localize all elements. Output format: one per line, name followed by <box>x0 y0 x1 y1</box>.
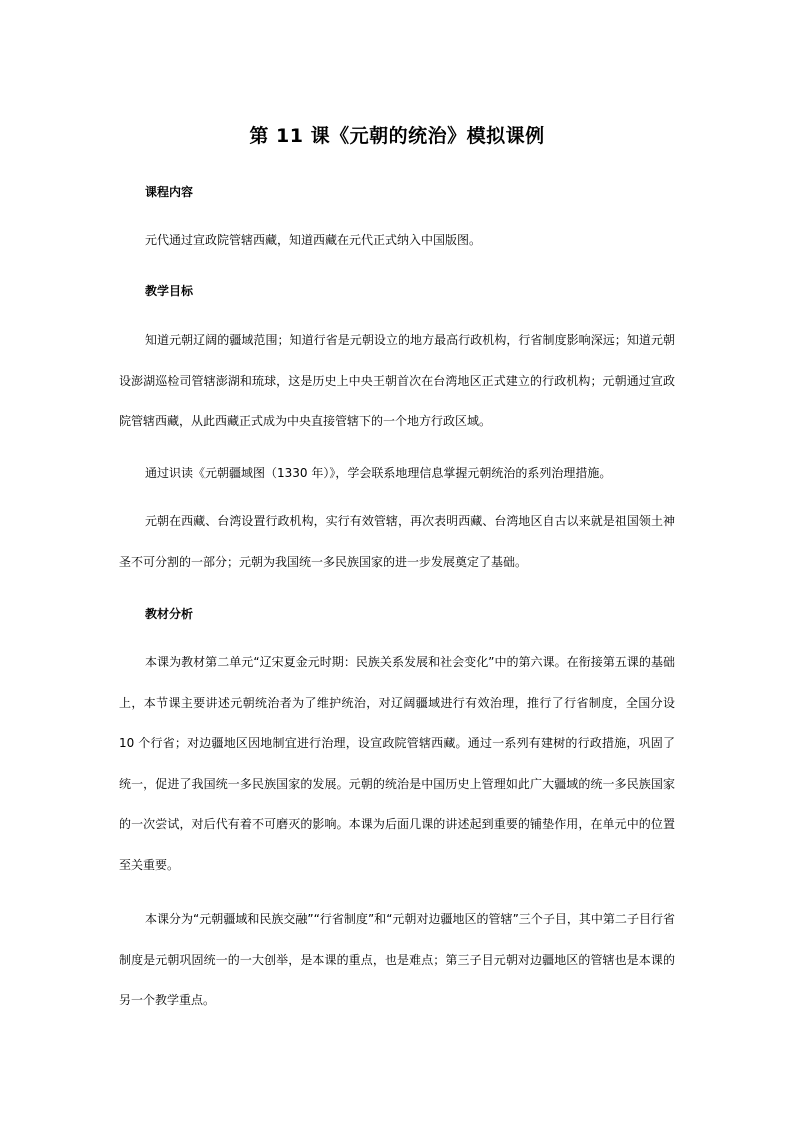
page-title: 第 11 课《元朝的统治》模拟课例 <box>249 125 545 147</box>
paragraph-course-content: 元代通过宣政院管辖西藏，知道西藏在元代正式纳入中国版图。 <box>145 233 482 247</box>
paragraph-teaching-goal-2: 通过识读《元朝疆域图（1330 年）》，学会联系地理信息掌握元朝统治的系列治理措施。 <box>145 466 612 480</box>
heading-course-content: 课程内容 <box>145 185 194 199</box>
heading-teaching-goals: 教学目标 <box>145 284 194 298</box>
paragraph-textbook-analysis-1: 本课为教材第二单元“辽宋夏金元时期：民族关系发展和社会变化”中的第六课。在衔接第五课的基础上，本节课主要讲述元朝统治者为了维护统治，对辽阔疆域进行有效治理，推行了行省制度，全国分设 10 个行省；对边疆地区因地制宜进行治理，设宣政院管辖西藏。通过一系列有建树的行政措施，巩固了统一，促进了我国统一多民族国家的发展。元朝的统治是中国历史上管理如此广大疆域的统一多民族国家的一次尝试，对后代有着不可磨灭的影响。本课为后面几课的讲述起到重要的铺垫作用，在单元中的位置至关重要。 <box>119 655 676 872</box>
paragraph-teaching-goal-1: 知道元朝辽阔的疆域范围；知道行省是元朝设立的地方最高行政机构，行省制度影响深远；知道元朝设澎湖巡检司管辖澎湖和琉球，这是历史上中央王朝首次在台湾地区正式建立的行政机构；元朝通过宣政院管辖西藏，从此西藏正式成为中央直接管辖下的一个地方行政区域。 <box>119 333 675 428</box>
paragraph-teaching-goal-3: 元朝在西藏、台湾设置行政机构，实行有效管辖，再次表明西藏、台湾地区自古以来就是祖国领土神圣不可分割的一部分；元朝为我国统一多民族国家的进一步发展奠定了基础。 <box>119 514 675 569</box>
heading-textbook-analysis: 教材分析 <box>145 607 194 621</box>
paragraph-textbook-analysis-2: 本课分为“元朝疆域和民族交融”“行省制度”和“元朝对边疆地区的管辖”三个子目，其中第二子目行省制度是元朝巩固统一的一大创举，是本课的重点，也是难点；第三子目元朝对边疆地区的管辖也是本课的另一个教学重点。 <box>119 912 675 1007</box>
